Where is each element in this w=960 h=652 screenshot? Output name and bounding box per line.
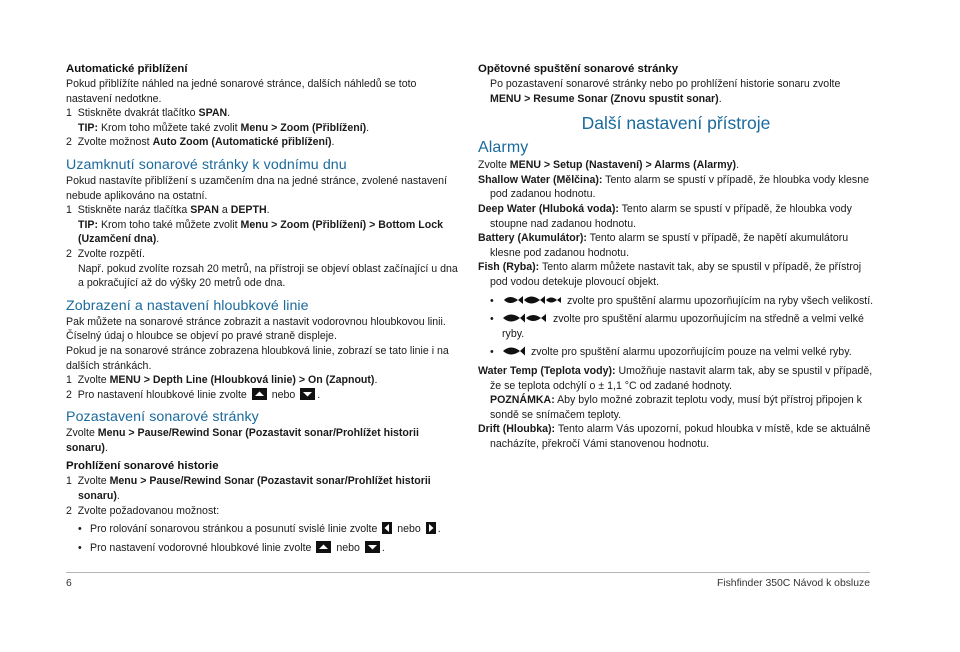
fish-medium-large-icon xyxy=(502,312,548,324)
auto-zoom-heading: Automatické přiblížení xyxy=(66,63,188,75)
depth-line-p2: Pokud je na sonarové stránce zobrazena hloubková linie, zobrazí se tato linie i na dalších stránkách. xyxy=(66,344,449,372)
alarms-heading: Alarmy xyxy=(478,139,529,157)
depth-line-p1: Pak můžete na sonarové stránce zobrazit a nastavit vodorovnou hloubkovou linii. Číselný údaj o hloubce se objeví po pravé straně displeje. xyxy=(66,315,446,343)
depth-line-step-1: 1 Zvolte MENU > Depth Line (Hloubková linie) > On (Zapnout). xyxy=(66,374,378,387)
bottom-lock-tip: TIP: Krom toho také můžete zvolit Menu > Zoom (Přiblížení) > Bottom Lock (Uzamčení dna). xyxy=(78,218,443,246)
sonar-history-step-1: 1 Zvolte Menu > Pause/Rewind Sonar (Pozastavit sonar/Prohlížet historii sonaru). xyxy=(66,475,431,503)
auto-zoom-step-1: 1 Stiskněte dvakrát tlačítko SPAN. xyxy=(66,107,231,120)
restart-sonar-heading: Opětovné spuštění sonarové stránky xyxy=(478,63,679,75)
left-column xyxy=(66,62,458,555)
sonar-history-heading: Prohlížení sonarové historie xyxy=(66,460,219,473)
auto-zoom-intro: Pokud přiblížíte náhled na jedné sonarové stránce, dalších náhledů se toto nastavení nedotkne. xyxy=(66,78,417,105)
auto-zoom-step-2: 2 Zvolte možnost Auto Zoom (Automatické přiblížení). xyxy=(66,136,335,149)
sonar-history-bullet-2: • Pro nastavení vodorovné hloubkové linie zvolte nebo . xyxy=(78,541,385,554)
restart-sonar-text: Po pozastavení sonarové stránky nebo po prohlížení historie sonaru zvolte MENU > Resume Sonar (Znovu spustit sonar). xyxy=(490,78,841,105)
pause-sonar-heading: Pozastavení sonarové stránky xyxy=(66,409,259,426)
bottom-lock-example: Např. pokud zvolíte rozsah 20 metrů, na přístroji se objeví oblast začínající u dna a pokračující až do výšky 20 metrů ode dna. xyxy=(78,262,458,290)
alarms-path: Zvolte MENU > Setup (Nastavení) > Alarms (Alarmy). xyxy=(478,159,740,172)
bottom-lock-step-1: 1 Stiskněte naráz tlačítka SPAN a DEPTH. xyxy=(66,204,270,217)
fish-option-medium-large: • zvolte pro spuštění alarmu upozorňujícím na středně a velmi velké ryby. xyxy=(490,313,864,340)
pause-sonar-text: Zvolte Menu > Pause/Rewind Sonar (Pozastavit sonar/Prohlížet historii sonaru). xyxy=(66,427,419,454)
arrow-up-icon xyxy=(316,541,331,553)
footer-divider xyxy=(66,572,870,573)
alarm-water-temp-note: POZNÁMKA: Aby bylo možné zobrazit teplotu vody, musí být přístroj připojen k sondě se snímačem teploty. xyxy=(490,394,862,421)
arrow-down-icon xyxy=(365,541,380,553)
alarm-deep: Deep Water (Hluboká voda): Tento alarm se spustí v případě, že hloubka vody stoupne nad zadanou hodnotu. xyxy=(478,202,852,230)
bottom-lock-heading: Uzamknutí sonarové stránky k vodnímu dnu xyxy=(66,156,347,173)
alarm-drift: Drift (Hloubka): Tento alarm Vás upozorní, pokud hloubka v místě, kde se aktuálně nacházíte, překročí Vámi stanovenou hodnotu. xyxy=(478,423,871,450)
alarm-shallow: Shallow Water (Mělčina): Tento alarm se spustí v případě, že hloubka vody klesne pod zadanou hodnotu. xyxy=(478,173,869,201)
alarm-water-temp: Water Temp (Teplota vody): Umožňuje nastavit alarm tak, aby se spustil v případě, že se teplota odchýlí o ± 1,1 °C od zadané hodnoty. xyxy=(478,364,873,392)
depth-line-step-2: 2 Pro nastavení hloubkové linie zvolte nebo . xyxy=(66,388,321,401)
auto-zoom-tip: TIP: Krom toho můžete také zvolit Menu > Zoom (Přiblížení). xyxy=(78,121,370,134)
fish-option-large: • zvolte pro spuštění alarmu upozorňujícím pouze na velmi velké ryby. xyxy=(490,346,852,359)
bottom-lock-intro: Pokud nastavíte přiblížení s uzamčením dna na jedné stránce, zvolené nastavení nebude aplikováno na ostatní. xyxy=(66,174,448,202)
sonar-history-bullet-1: • Pro rolování sonarovou stránkou a posunutí svislé linie zvolte nebo . xyxy=(78,523,441,536)
arrow-right-icon xyxy=(426,522,436,534)
page-number: 6 xyxy=(66,578,72,589)
alarm-fish: Fish (Ryba): Tento alarm můžete nastavit tak, aby se spustil v případě, že přístroj pod vodou detekuje plovoucí objekt. xyxy=(478,261,862,288)
fish-option-all: • zvolte pro spuštění alarmu upozorňujícím na ryby všech velikostí. xyxy=(490,294,874,307)
product-name: Fishfinder 350C Návod k obsluze xyxy=(716,578,870,589)
fish-large-icon xyxy=(502,345,526,357)
fish-all-sizes-icon xyxy=(502,294,562,306)
right-column xyxy=(478,62,874,451)
alarm-battery: Battery (Akumulátor): Tento alarm se spustí v případě, že napětí akumulátoru klesne pod zadanou hodnotu. xyxy=(478,232,849,259)
bottom-lock-step-2: 2 Zvolte rozpětí. xyxy=(66,247,145,260)
arrow-down-icon xyxy=(300,388,315,400)
sonar-history-step-2: 2 Zvolte požadovanou možnost: xyxy=(66,504,220,517)
depth-line-heading: Zobrazení a nastavení hloubkové linie xyxy=(66,297,309,314)
more-settings-heading: Další nastavení přístroje xyxy=(581,113,771,134)
arrow-up-icon xyxy=(252,388,267,400)
arrow-left-icon xyxy=(382,522,392,534)
